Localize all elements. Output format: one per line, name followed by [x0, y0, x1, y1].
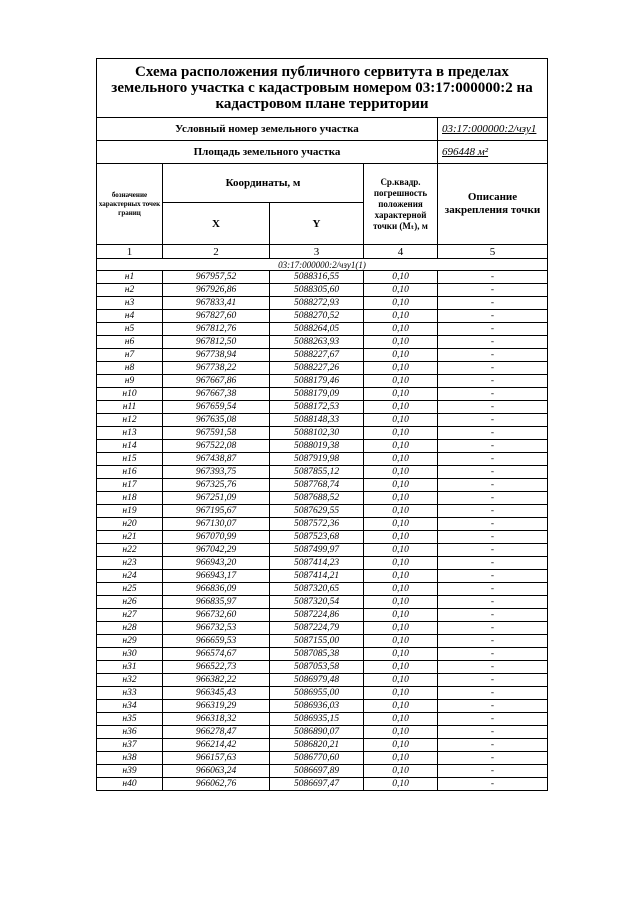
point-cell: н15: [97, 453, 163, 466]
description-cell: -: [438, 284, 548, 297]
column-numbers-row: [97, 245, 548, 259]
accuracy-cell: 0,10: [364, 557, 438, 570]
description-cell: -: [438, 492, 548, 505]
point-cell: н20: [97, 518, 163, 531]
table-row: [97, 726, 548, 739]
description-cell: -: [438, 557, 548, 570]
description-cell: -: [438, 674, 548, 687]
table-row: [97, 375, 548, 388]
table-row: [97, 557, 548, 570]
description-cell: -: [438, 583, 548, 596]
y-cell: 5088305,60: [270, 284, 364, 297]
parcel-number-value: 03:17:000000:2/чзу1: [438, 118, 548, 141]
header-description: Описание закрепления точки: [438, 164, 548, 245]
accuracy-cell: 0,10: [364, 596, 438, 609]
y-cell: 5088264,05: [270, 323, 364, 336]
x-cell: 967195,67: [163, 505, 270, 518]
document-sheet: [96, 58, 547, 791]
y-cell: 5088272,93: [270, 297, 364, 310]
y-cell: 5087155,00: [270, 635, 364, 648]
accuracy-cell: 0,10: [364, 297, 438, 310]
description-cell: -: [438, 297, 548, 310]
description-cell: -: [438, 544, 548, 557]
accuracy-cell: 0,10: [364, 492, 438, 505]
table-row: [97, 310, 548, 323]
description-cell: -: [438, 427, 548, 440]
point-cell: н36: [97, 726, 163, 739]
y-cell: 5088102,30: [270, 427, 364, 440]
table-row: [97, 674, 548, 687]
y-cell: 5087320,65: [270, 583, 364, 596]
y-cell: 5087224,86: [270, 609, 364, 622]
description-cell: -: [438, 271, 548, 284]
point-cell: н31: [97, 661, 163, 674]
description-cell: -: [438, 323, 548, 336]
y-cell: 5088263,93: [270, 336, 364, 349]
x-cell: 966943,20: [163, 557, 270, 570]
description-cell: -: [438, 700, 548, 713]
x-cell: 966943,17: [163, 570, 270, 583]
y-cell: 5087499,97: [270, 544, 364, 557]
description-cell: -: [438, 310, 548, 323]
description-cell: -: [438, 414, 548, 427]
table-row: [97, 388, 548, 401]
point-cell: н14: [97, 440, 163, 453]
y-cell: 5087919,98: [270, 453, 364, 466]
accuracy-cell: 0,10: [364, 453, 438, 466]
description-cell: -: [438, 479, 548, 492]
point-cell: н8: [97, 362, 163, 375]
point-cell: н33: [97, 687, 163, 700]
description-cell: -: [438, 375, 548, 388]
accuracy-cell: 0,10: [364, 375, 438, 388]
accuracy-cell: 0,10: [364, 739, 438, 752]
table-row: [97, 700, 548, 713]
description-cell: -: [438, 622, 548, 635]
point-cell: н5: [97, 323, 163, 336]
description-cell: -: [438, 388, 548, 401]
description-cell: -: [438, 661, 548, 674]
x-cell: 966345,43: [163, 687, 270, 700]
x-cell: 967251,09: [163, 492, 270, 505]
x-cell: 966063,24: [163, 765, 270, 778]
table-row: [97, 362, 548, 375]
point-cell: н28: [97, 622, 163, 635]
y-cell: 5088179,46: [270, 375, 364, 388]
accuracy-cell: 0,10: [364, 427, 438, 440]
description-cell: -: [438, 466, 548, 479]
accuracy-cell: 0,10: [364, 648, 438, 661]
description-cell: -: [438, 505, 548, 518]
accuracy-cell: 0,10: [364, 323, 438, 336]
x-cell: 967325,76: [163, 479, 270, 492]
x-cell: 966836,09: [163, 583, 270, 596]
table-row: [97, 505, 548, 518]
table-row: [97, 401, 548, 414]
table-row: [97, 739, 548, 752]
description-cell: -: [438, 531, 548, 544]
table-row: [97, 466, 548, 479]
header-point-label: бозначение характерных точек границ: [97, 164, 163, 245]
x-cell: 967827,60: [163, 310, 270, 323]
table-row: [97, 687, 548, 700]
y-cell: 5088148,33: [270, 414, 364, 427]
point-cell: н3: [97, 297, 163, 310]
table-row: [97, 297, 548, 310]
description-cell: -: [438, 752, 548, 765]
table-row: [97, 453, 548, 466]
x-cell: 967635,08: [163, 414, 270, 427]
x-cell: 967070,99: [163, 531, 270, 544]
table-row: [97, 635, 548, 648]
table-row: [97, 570, 548, 583]
x-cell: 967438,87: [163, 453, 270, 466]
table-row: [97, 765, 548, 778]
header-x: X: [163, 203, 270, 245]
point-cell: н34: [97, 700, 163, 713]
accuracy-cell: 0,10: [364, 622, 438, 635]
point-cell: н27: [97, 609, 163, 622]
table-row: [97, 440, 548, 453]
point-cell: н12: [97, 414, 163, 427]
description-cell: -: [438, 349, 548, 362]
x-cell: 966835,97: [163, 596, 270, 609]
y-cell: 5087414,21: [270, 570, 364, 583]
point-cell: н25: [97, 583, 163, 596]
y-cell: 5088227,26: [270, 362, 364, 375]
column-number: 4: [364, 245, 438, 259]
y-cell: 5087629,55: [270, 505, 364, 518]
area-value: 696448 м²: [438, 141, 548, 164]
y-cell: 5087320,54: [270, 596, 364, 609]
accuracy-cell: 0,10: [364, 466, 438, 479]
x-cell: 967738,22: [163, 362, 270, 375]
column-number: 1: [97, 245, 163, 259]
table-row: [97, 336, 548, 349]
section-label: 03:17:000000:2/чзу1(1): [97, 259, 548, 271]
accuracy-cell: 0,10: [364, 388, 438, 401]
table-row: [97, 479, 548, 492]
accuracy-cell: 0,10: [364, 284, 438, 297]
table-row: [97, 492, 548, 505]
document-title: Схема расположения публичного сервитута в пределах земельного участка с кадастровым номером 03:17:000000:2 на кадастровом плане территории: [97, 59, 548, 118]
accuracy-cell: 0,10: [364, 440, 438, 453]
x-cell: 966574,67: [163, 648, 270, 661]
description-cell: -: [438, 778, 548, 791]
description-cell: -: [438, 765, 548, 778]
point-cell: н23: [97, 557, 163, 570]
y-cell: 5086979,48: [270, 674, 364, 687]
description-cell: -: [438, 609, 548, 622]
point-cell: н9: [97, 375, 163, 388]
point-cell: н38: [97, 752, 163, 765]
point-cell: н16: [97, 466, 163, 479]
description-cell: -: [438, 518, 548, 531]
point-cell: н10: [97, 388, 163, 401]
x-cell: 967667,86: [163, 375, 270, 388]
x-cell: 966522,73: [163, 661, 270, 674]
y-cell: 5087688,52: [270, 492, 364, 505]
point-cell: н21: [97, 531, 163, 544]
x-cell: 967957,52: [163, 271, 270, 284]
x-cell: 967812,50: [163, 336, 270, 349]
y-cell: 5086936,03: [270, 700, 364, 713]
point-cell: н6: [97, 336, 163, 349]
accuracy-cell: 0,10: [364, 674, 438, 687]
point-cell: н2: [97, 284, 163, 297]
x-cell: 967738,94: [163, 349, 270, 362]
x-cell: 966659,53: [163, 635, 270, 648]
y-cell: 5086770,60: [270, 752, 364, 765]
column-number: 5: [438, 245, 548, 259]
point-cell: н35: [97, 713, 163, 726]
point-cell: н22: [97, 544, 163, 557]
accuracy-cell: 0,10: [364, 505, 438, 518]
table-row: [97, 648, 548, 661]
point-cell: н30: [97, 648, 163, 661]
y-cell: 5087768,74: [270, 479, 364, 492]
description-cell: -: [438, 401, 548, 414]
point-cell: н18: [97, 492, 163, 505]
y-cell: 5087414,23: [270, 557, 364, 570]
x-cell: 967393,75: [163, 466, 270, 479]
x-cell: 967667,38: [163, 388, 270, 401]
y-cell: 5087572,36: [270, 518, 364, 531]
table-row: [97, 661, 548, 674]
x-cell: 966278,47: [163, 726, 270, 739]
table-row: [97, 349, 548, 362]
y-cell: 5087053,58: [270, 661, 364, 674]
point-cell: н24: [97, 570, 163, 583]
accuracy-cell: 0,10: [364, 583, 438, 596]
point-cell: н1: [97, 271, 163, 284]
table-row: [97, 271, 548, 284]
description-cell: -: [438, 726, 548, 739]
y-cell: 5088316,55: [270, 271, 364, 284]
x-cell: 966732,60: [163, 609, 270, 622]
y-cell: 5088270,52: [270, 310, 364, 323]
description-cell: -: [438, 635, 548, 648]
accuracy-cell: 0,10: [364, 700, 438, 713]
y-cell: 5087224,79: [270, 622, 364, 635]
description-cell: -: [438, 440, 548, 453]
accuracy-cell: 0,10: [364, 778, 438, 791]
accuracy-cell: 0,10: [364, 531, 438, 544]
description-cell: -: [438, 596, 548, 609]
point-cell: н37: [97, 739, 163, 752]
y-cell: 5086697,89: [270, 765, 364, 778]
accuracy-cell: 0,10: [364, 271, 438, 284]
x-cell: 966319,29: [163, 700, 270, 713]
accuracy-cell: 0,10: [364, 362, 438, 375]
point-cell: н26: [97, 596, 163, 609]
x-cell: 966214,42: [163, 739, 270, 752]
table-row: [97, 414, 548, 427]
x-cell: 967926,86: [163, 284, 270, 297]
table-row: [97, 609, 548, 622]
point-cell: н32: [97, 674, 163, 687]
x-cell: 967130,07: [163, 518, 270, 531]
x-cell: 967659,54: [163, 401, 270, 414]
x-cell: 967042,29: [163, 544, 270, 557]
table-row: [97, 713, 548, 726]
accuracy-cell: 0,10: [364, 687, 438, 700]
point-cell: н40: [97, 778, 163, 791]
description-cell: -: [438, 336, 548, 349]
y-cell: 5086935,15: [270, 713, 364, 726]
accuracy-cell: 0,10: [364, 310, 438, 323]
header-coordinates: Координаты, м: [163, 164, 364, 203]
table-row: [97, 427, 548, 440]
accuracy-cell: 0,10: [364, 726, 438, 739]
description-cell: -: [438, 687, 548, 700]
accuracy-cell: 0,10: [364, 401, 438, 414]
table-row: [97, 778, 548, 791]
point-cell: н29: [97, 635, 163, 648]
accuracy-cell: 0,10: [364, 609, 438, 622]
table-row: [97, 518, 548, 531]
x-cell: 967833,41: [163, 297, 270, 310]
point-cell: н19: [97, 505, 163, 518]
table-row: [97, 544, 548, 557]
header-y: Y: [270, 203, 364, 245]
point-cell: н39: [97, 765, 163, 778]
accuracy-cell: 0,10: [364, 635, 438, 648]
y-cell: 5088227,67: [270, 349, 364, 362]
easement-table: [96, 58, 548, 791]
y-cell: 5088019,38: [270, 440, 364, 453]
area-label: Площадь земельного участка: [97, 141, 438, 164]
x-cell: 967591,58: [163, 427, 270, 440]
accuracy-cell: 0,10: [364, 349, 438, 362]
accuracy-cell: 0,10: [364, 414, 438, 427]
y-cell: 5086890,07: [270, 726, 364, 739]
point-cell: н7: [97, 349, 163, 362]
x-cell: 966318,32: [163, 713, 270, 726]
point-cell: н4: [97, 310, 163, 323]
table-row: [97, 596, 548, 609]
x-cell: 966157,63: [163, 752, 270, 765]
accuracy-cell: 0,10: [364, 570, 438, 583]
table-row: [97, 531, 548, 544]
description-cell: -: [438, 362, 548, 375]
description-cell: -: [438, 739, 548, 752]
description-cell: -: [438, 570, 548, 583]
accuracy-cell: 0,10: [364, 661, 438, 674]
accuracy-cell: 0,10: [364, 479, 438, 492]
x-cell: 966732,53: [163, 622, 270, 635]
y-cell: 5086697,47: [270, 778, 364, 791]
accuracy-cell: 0,10: [364, 518, 438, 531]
y-cell: 5088179,09: [270, 388, 364, 401]
description-cell: -: [438, 453, 548, 466]
description-cell: -: [438, 648, 548, 661]
accuracy-cell: 0,10: [364, 713, 438, 726]
x-cell: 967522,08: [163, 440, 270, 453]
column-number: 3: [270, 245, 364, 259]
description-cell: -: [438, 713, 548, 726]
column-number: 2: [163, 245, 270, 259]
x-cell: 966062,76: [163, 778, 270, 791]
y-cell: 5087523,68: [270, 531, 364, 544]
accuracy-cell: 0,10: [364, 336, 438, 349]
table-row: [97, 583, 548, 596]
point-cell: н13: [97, 427, 163, 440]
y-cell: 5087085,38: [270, 648, 364, 661]
table-row: [97, 284, 548, 297]
point-cell: н11: [97, 401, 163, 414]
accuracy-cell: 0,10: [364, 752, 438, 765]
y-cell: 5086820,21: [270, 739, 364, 752]
accuracy-cell: 0,10: [364, 544, 438, 557]
x-cell: 966382,22: [163, 674, 270, 687]
header-accuracy: Ср.квадр. погрешность положения характерной точки (Mₜ), м: [364, 164, 438, 245]
accuracy-cell: 0,10: [364, 765, 438, 778]
point-cell: н17: [97, 479, 163, 492]
y-cell: 5087855,12: [270, 466, 364, 479]
x-cell: 967812,76: [163, 323, 270, 336]
table-row: [97, 622, 548, 635]
table-row: [97, 323, 548, 336]
parcel-number-label: Условный номер земельного участка: [97, 118, 438, 141]
table-row: [97, 752, 548, 765]
y-cell: 5086955,00: [270, 687, 364, 700]
y-cell: 5088172,53: [270, 401, 364, 414]
